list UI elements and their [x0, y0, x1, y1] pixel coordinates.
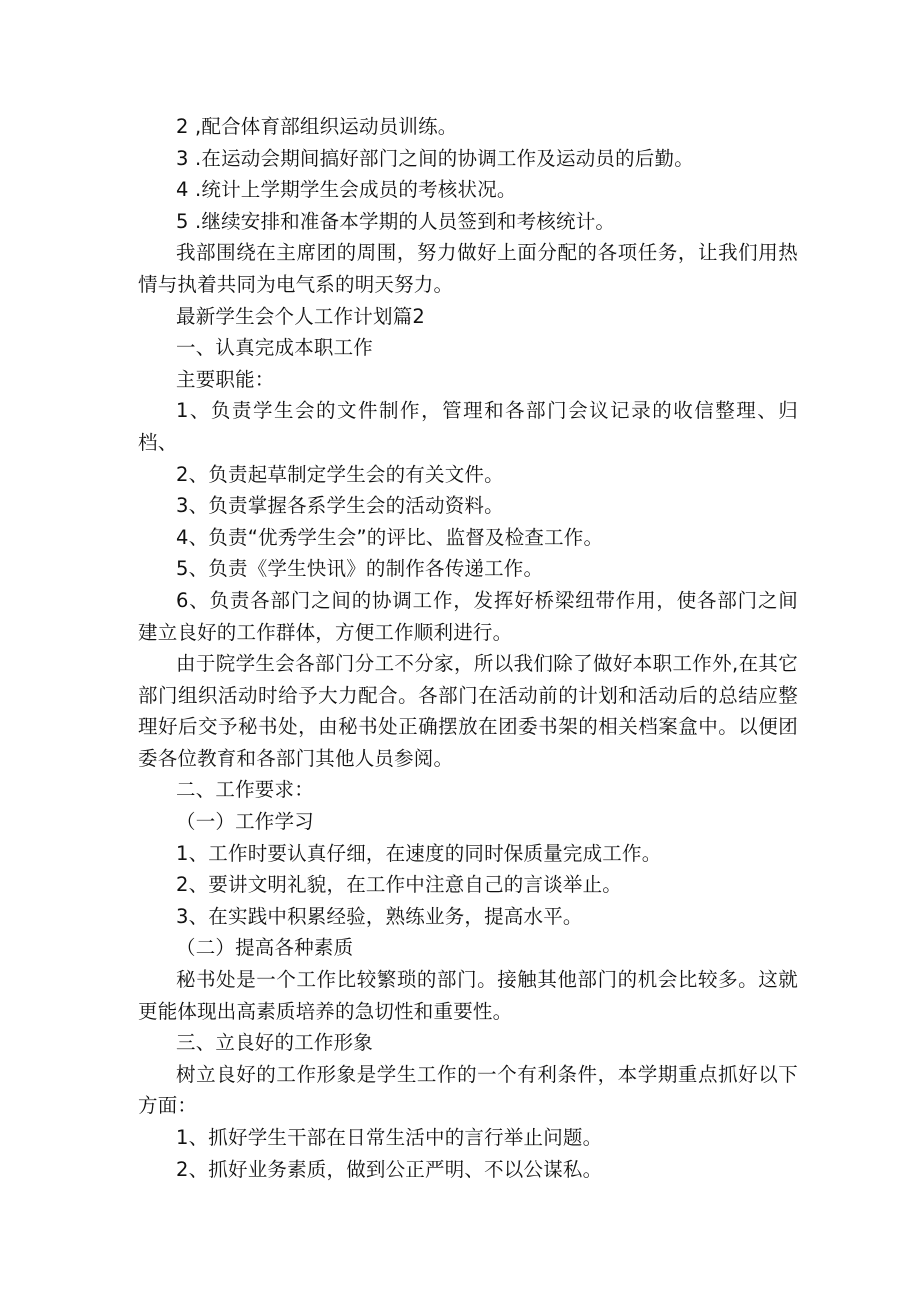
duty-item-4: 4、负责“优秀学生会”的评比、监督及检查工作。	[176, 525, 604, 549]
article-title: 最新学生会个人工作计划篇2	[176, 304, 426, 328]
duty-item-1: 1、负责学生会的文件制作，管理和各部门会议记录的收信整理、归档、	[138, 399, 798, 454]
section-heading-3: 三、立良好的工作形象	[176, 1031, 374, 1055]
image-item-2: 2、抓好业务素质，做到公正严明、不以公谋私。	[176, 1157, 603, 1181]
list-item-4: 4 .统计上学期学生会成员的考核状况。	[176, 178, 517, 202]
section-heading-1: 一、认真完成本职工作	[176, 336, 374, 360]
duty-item-6: 6、负责各部门之间的协调工作，发挥好桥梁纽带作用，使各部门之间建立良好的工作群体，方便工作顺利进行。	[138, 588, 798, 644]
cooperation-paragraph: 由于院学生会各部门分工不分家，所以我们除了做好本职工作外,在其它部门组织活动时给予大力配合。各部门在活动前的计划和活动后的总结应整理好后交予秘书处，由秘书处正确摆放在团委书架的相关档案盒中。以便团委各位教育和各部门其他人员参阅。	[138, 652, 798, 770]
closing-paragraph: 我部围绕在主席团的周围，努力做好上面分配的各项任务，让我们用热情与执着共同为电气系的明天努力。	[138, 241, 798, 296]
subheading-main-duties: 主要职能：	[176, 367, 275, 391]
image-paragraph: 树立良好的工作形象是学生工作的一个有利条件，本学期重点抓好以下方面：	[138, 1062, 798, 1118]
duty-item-2: 2、负责起草制定学生会的有关文件。	[176, 462, 504, 486]
requirement-item-2: 2、要讲文明礼貌，在工作中注意自己的言谈举止。	[176, 873, 623, 897]
section-heading-2: 二、工作要求：	[176, 778, 314, 802]
requirement-item-1: 1、工作时要认真仔细，在速度的同时保质量完成工作。	[176, 841, 662, 865]
duty-item-5: 5、负责《学生快讯》的制作各传递工作。	[176, 557, 544, 581]
image-item-1: 1、抓好学生干部在日常生活中的言行举止问题。	[176, 1126, 603, 1149]
list-item-5: 5 .继续安排和准备本学期的人员签到和考核统计。	[176, 209, 616, 233]
duty-item-3: 3、负责掌握各系学生会的活动资料。	[176, 494, 504, 518]
subheading-work-study: （一）工作学习	[176, 810, 314, 834]
subheading-quality: （二）提高各种素质	[176, 936, 354, 960]
requirement-item-3: 3、在实践中积累经验，熟练业务，提高水平。	[176, 904, 583, 928]
quality-paragraph: 秘书处是一个工作比较繁琐的部门。接触其他部门的机会比较多。这就更能体现出高素质培养的急切性和重要性。	[138, 968, 798, 1023]
list-item-2: 2 ,配合体育部组织运动员训练。	[176, 115, 458, 138]
list-item-3: 3 .在运动会期间搞好部门之间的协调工作及运动员的后勤。	[176, 146, 694, 170]
document-body	[138, 111, 798, 1185]
